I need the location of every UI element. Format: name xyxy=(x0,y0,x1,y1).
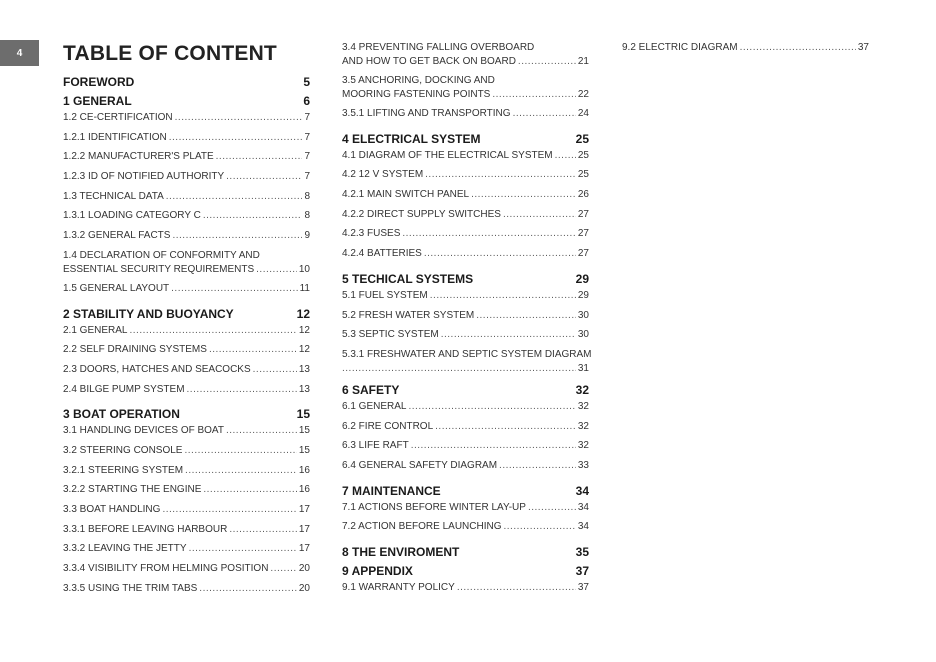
toc-entry-line2 xyxy=(342,55,589,69)
toc-entry-label: 5.1 FUEL SYSTEM xyxy=(342,289,428,301)
toc-entry-label: 6.4 GENERAL SAFETY DIAGRAM xyxy=(342,459,498,471)
toc-entry[interactable] xyxy=(63,582,310,602)
toc-section-page: 5 xyxy=(303,75,310,89)
toc-section-heading[interactable] xyxy=(63,305,310,324)
toc-entry[interactable] xyxy=(63,363,310,383)
toc-entry-page: 37 xyxy=(577,582,589,593)
toc-leader-dots xyxy=(424,247,576,261)
toc-entry-page: 7 xyxy=(304,171,310,183)
toc-entry-line2 xyxy=(63,263,310,277)
toc-entry[interactable] xyxy=(63,209,310,229)
toc-leader-dots xyxy=(216,150,303,164)
toc-entry-page: 32 xyxy=(577,400,589,412)
toc-entry-label: 4.2.4 BATTERIES xyxy=(342,248,422,260)
toc-entry[interactable] xyxy=(342,520,589,540)
toc-leader-dots xyxy=(435,420,576,434)
toc-section-label: 9 APPENDIX xyxy=(342,564,413,578)
toc-entry[interactable] xyxy=(63,249,310,277)
toc-section-page: 25 xyxy=(575,131,589,146)
toc-entry-label: 2.4 BILGE PUMP SYSTEM xyxy=(63,383,185,395)
toc-entry-label: 3.2.1 STEERING SYSTEM xyxy=(63,464,184,476)
toc-entry-page: 10 xyxy=(298,263,310,275)
toc-leader-dots xyxy=(555,149,576,163)
toc-entry[interactable] xyxy=(63,542,310,562)
toc-entry[interactable] xyxy=(63,282,310,302)
toc-entry-page: 27 xyxy=(577,248,589,260)
toc-entry-label: 3.3.2 LEAVING THE JETTY xyxy=(63,543,187,555)
toc-entry-page: 27 xyxy=(577,228,589,240)
toc-entry-label-line1: 3.5 ANCHORING, DOCKING AND xyxy=(342,75,495,86)
toc-leader-dots xyxy=(441,328,576,342)
toc-entry-label: 1.5 GENERAL LAYOUT xyxy=(63,282,170,294)
toc-section-label: 3 BOAT OPERATION xyxy=(63,407,180,422)
toc-entry-label: 3.5.1 LIFTING AND TRANSPORTING xyxy=(342,108,511,119)
toc-section-page: 29 xyxy=(575,271,589,286)
toc-entry-label: 4.1 DIAGRAM OF THE ELECTRICAL SYSTEM xyxy=(342,149,553,161)
toc-entry[interactable] xyxy=(342,41,589,69)
toc-section-label: 5 TECHICAL SYSTEMS xyxy=(342,271,474,286)
toc-leader-dots xyxy=(471,188,576,202)
toc-leader-dots xyxy=(492,88,576,102)
toc-entry-page: 15 xyxy=(298,444,310,456)
toc-entry-label: 3.3.4 VISIBILITY FROM HELMING POSITION xyxy=(63,563,269,575)
toc-column-2 xyxy=(342,41,601,601)
toc-entry-page: 30 xyxy=(577,329,589,341)
toc-section-heading[interactable] xyxy=(63,92,310,111)
toc-leader-dots xyxy=(411,439,576,453)
toc-leader-dots xyxy=(499,459,576,473)
toc-entry-label: 5.2 FRESH WATER SYSTEM xyxy=(342,309,475,321)
toc-leader-dots xyxy=(253,363,297,377)
toc-leader-dots xyxy=(172,229,302,243)
toc-entry-page: 12 xyxy=(298,324,310,336)
toc-entry-label: 3.3.1 BEFORE LEAVING HARBOUR xyxy=(63,523,228,535)
toc-entry-label: 1.2.1 IDENTIFICATION xyxy=(63,131,167,143)
toc-entry-page: 22 xyxy=(577,89,589,100)
toc-entry-label: 3.2 STEERING CONSOLE xyxy=(63,444,183,456)
toc-leader-dots xyxy=(528,501,576,515)
toc-entry-label-line2: ESSENTIAL SECURITY REQUIREMENTS xyxy=(63,263,255,275)
toc-entry-page: 17 xyxy=(298,523,310,535)
toc-entry-page: 20 xyxy=(298,563,310,575)
toc-entry-page: 15 xyxy=(298,425,310,437)
toc-entry[interactable] xyxy=(342,149,589,169)
toc-entry-page: 27 xyxy=(577,208,589,220)
toc-entry[interactable] xyxy=(63,424,310,444)
toc-entry-page: 11 xyxy=(299,282,310,294)
toc-entry-page: 21 xyxy=(577,56,589,67)
toc-column-1 xyxy=(63,73,310,601)
toc-entry[interactable] xyxy=(63,503,310,523)
toc-entry-label-line2: AND HOW TO GET BACK ON BOARD xyxy=(342,56,516,67)
toc-entry-page: 32 xyxy=(577,420,589,432)
toc-entry[interactable] xyxy=(63,562,310,582)
toc-leader-dots xyxy=(203,209,303,223)
toc-section-page: 32 xyxy=(575,382,589,397)
toc-leader-dots xyxy=(187,383,297,397)
toc-entry-label: 3.3 BOAT HANDLING xyxy=(63,504,161,515)
toc-section-heading[interactable] xyxy=(342,543,589,562)
toc-entry-label: 1.3.2 GENERAL FACTS xyxy=(63,230,171,242)
toc-entry-label: 5.3.1 FRESHWATER AND SEPTIC SYSTEM DIAGRAM xyxy=(342,348,592,360)
toc-entry[interactable] xyxy=(342,289,589,309)
toc-entry[interactable] xyxy=(342,247,589,267)
toc-entry-page: 13 xyxy=(298,363,310,375)
toc-entry[interactable] xyxy=(342,208,589,228)
toc-leader-dots xyxy=(185,464,297,478)
toc-entry[interactable] xyxy=(342,188,589,208)
toc-entry-page: 26 xyxy=(577,189,589,201)
toc-entry-label: 1.3.1 LOADING CATEGORY C xyxy=(63,210,201,222)
toc-entry-label-line2: MOORING FASTENING POINTS xyxy=(342,89,491,100)
toc-entry-page: 16 xyxy=(298,484,310,496)
toc-entry[interactable] xyxy=(63,111,310,131)
toc-entry-label: 3.3.5 USING THE TRIM TABS xyxy=(63,582,198,594)
toc-leader-dots xyxy=(189,542,297,556)
toc-entry-label: 1.2 CE-CERTIFICATION xyxy=(63,112,173,123)
toc-entry[interactable] xyxy=(342,420,589,440)
toc-section-label: 6 SAFETY xyxy=(342,382,400,397)
toc-entry-page: 17 xyxy=(298,504,310,515)
toc-entry[interactable] xyxy=(342,74,589,102)
toc-leader-dots xyxy=(162,503,296,517)
toc-entry[interactable] xyxy=(63,190,310,210)
page-number-tab xyxy=(0,40,39,66)
toc-entry-page: 30 xyxy=(577,309,589,321)
toc-section-page: 35 xyxy=(575,545,589,559)
toc-leader-dots xyxy=(503,520,575,534)
toc-leader-dots xyxy=(209,343,297,357)
toc-section-heading[interactable] xyxy=(342,482,589,501)
toc-entry-page: 8 xyxy=(304,190,310,202)
toc-leader-dots xyxy=(175,111,303,125)
toc-entry-page: 7 xyxy=(304,151,310,163)
toc-section-label: 4 ELECTRICAL SYSTEM xyxy=(342,131,481,146)
toc-leader-dots xyxy=(430,289,576,303)
toc-leader-dots xyxy=(270,562,296,576)
toc-entry-label: 2.2 SELF DRAINING SYSTEMS xyxy=(63,344,207,356)
toc-entry-page: 13 xyxy=(298,383,310,395)
toc-entry[interactable] xyxy=(63,483,310,503)
toc-entry-label: 4.2 12 V SYSTEM xyxy=(342,169,424,181)
toc-entry[interactable] xyxy=(63,383,310,403)
toc-leader-dots xyxy=(229,523,297,537)
toc-entry-line2 xyxy=(342,88,589,102)
toc-section-page: 37 xyxy=(575,564,589,578)
toc-leader-dots xyxy=(402,227,576,241)
toc-entry-label: 9.1 WARRANTY POLICY xyxy=(342,582,455,593)
toc-section-page: 12 xyxy=(296,306,310,321)
toc-entry-label: 7.2 ACTION BEFORE LAUNCHING xyxy=(342,521,502,533)
toc-entry[interactable] xyxy=(63,150,310,170)
toc-entry[interactable] xyxy=(63,444,310,464)
toc-entry-page: 34 xyxy=(577,521,589,533)
toc-section-heading[interactable] xyxy=(63,405,310,424)
toc-entry[interactable] xyxy=(342,227,589,247)
toc-entry[interactable] xyxy=(63,523,310,543)
toc-entry-page: 32 xyxy=(577,440,589,452)
toc-entry-page: 16 xyxy=(298,464,310,476)
toc-leader-dots xyxy=(226,170,302,184)
toc-entry-label: 4.2.3 FUSES xyxy=(342,228,401,240)
toc-section-heading[interactable] xyxy=(63,73,310,92)
toc-entry[interactable] xyxy=(342,107,589,127)
toc-entry-label: 7.1 ACTIONS BEFORE WINTER LAY-UP xyxy=(342,501,526,513)
toc-entry[interactable] xyxy=(342,439,589,459)
toc-entry-label-line1: 3.4 PREVENTING FALLING OVERBOARD xyxy=(342,42,535,53)
toc-entry-label: 2.1 GENERAL xyxy=(63,324,128,336)
toc-entry-label: 6.2 FIRE CONTROL xyxy=(342,420,434,432)
toc-section-label: 2 STABILITY AND BUOYANCY xyxy=(63,306,234,321)
toc-section-heading[interactable] xyxy=(342,381,589,400)
toc-leader-dots xyxy=(169,131,303,145)
toc-entry-label: 9.2 ELECTRIC DIAGRAM xyxy=(622,42,738,53)
toc-leader-dots xyxy=(503,208,576,222)
page-title: TABLE OF CONTENT xyxy=(63,42,277,65)
toc-entry-label: 4.2.1 MAIN SWITCH PANEL xyxy=(342,189,470,201)
toc-entry[interactable] xyxy=(342,400,589,420)
toc-entry-page: 12 xyxy=(298,344,310,356)
toc-entry-label: 1.2.2 MANUFACTURER'S PLATE xyxy=(63,151,214,163)
toc-entry[interactable] xyxy=(342,459,589,479)
toc-entry-page: 25 xyxy=(577,149,589,161)
toc-entry-page: 33 xyxy=(577,459,589,471)
toc-section-page: 6 xyxy=(303,94,310,108)
toc-section-page: 34 xyxy=(575,483,589,498)
toc-leader-dots xyxy=(408,400,575,414)
toc-entry-page: 25 xyxy=(577,169,589,181)
toc-entry-label: 1.2.3 ID OF NOTIFIED AUTHORITY xyxy=(63,171,225,183)
toc-entry-label: 3.2.2 STARTING THE ENGINE xyxy=(63,484,202,496)
toc-entry[interactable] xyxy=(342,348,592,376)
toc-leader-dots xyxy=(256,263,297,277)
toc-leader-dots xyxy=(342,362,576,376)
toc-entry-page: 34 xyxy=(577,501,589,513)
toc-section-label: FOREWORD xyxy=(63,75,135,89)
toc-entry-page: 24 xyxy=(577,108,589,119)
toc-entry-label: 3.1 HANDLING DEVICES OF BOAT xyxy=(63,425,224,437)
page-number: 4 xyxy=(16,47,23,59)
toc-entry-page: 9 xyxy=(304,230,310,242)
toc-entry-page: 31 xyxy=(577,362,589,374)
toc-entry-line2 xyxy=(342,362,589,376)
toc-entry-page: 17 xyxy=(298,543,310,555)
toc-leader-dots xyxy=(203,483,297,497)
toc-leader-dots xyxy=(129,324,296,338)
toc-column-3 xyxy=(622,41,869,61)
toc-entry[interactable] xyxy=(63,229,310,249)
toc-leader-dots xyxy=(171,282,297,296)
toc-entry[interactable] xyxy=(342,309,589,329)
toc-entry[interactable] xyxy=(63,324,310,344)
toc-section-heading[interactable] xyxy=(342,130,589,149)
toc-entry-page: 20 xyxy=(298,582,310,594)
toc-leader-dots xyxy=(740,41,856,55)
toc-entry[interactable] xyxy=(63,170,310,190)
toc-entry[interactable] xyxy=(622,41,869,61)
toc-leader-dots xyxy=(425,168,576,182)
toc-entry-label: 6.3 LIFE RAFT xyxy=(342,440,409,452)
toc-entry[interactable] xyxy=(342,581,589,601)
toc-entry-label: 1.3 TECHNICAL DATA xyxy=(63,190,164,202)
toc-leader-dots xyxy=(457,581,576,595)
toc-leader-dots xyxy=(184,444,296,458)
toc-section-heading[interactable] xyxy=(342,270,589,289)
toc-section-label: 8 THE ENVIROMENT xyxy=(342,545,460,559)
toc-entry-label: 6.1 GENERAL xyxy=(342,400,407,412)
toc-entry[interactable] xyxy=(63,464,310,484)
toc-leader-dots xyxy=(513,107,576,121)
toc-section-label: 1 GENERAL xyxy=(63,94,132,108)
toc-entry-label: 4.2.2 DIRECT SUPPLY SWITCHES xyxy=(342,208,501,220)
toc-entry-label: 5.3 SEPTIC SYSTEM xyxy=(342,329,439,341)
toc-entry-label-line1: 1.4 DECLARATION OF CONFORMITY AND xyxy=(63,249,260,261)
toc-entry[interactable] xyxy=(63,343,310,363)
toc-entry[interactable] xyxy=(342,501,589,521)
toc-leader-dots xyxy=(199,582,297,596)
toc-entry-page: 7 xyxy=(304,131,310,143)
toc-entry-page: 7 xyxy=(304,112,310,123)
toc-entry[interactable] xyxy=(342,328,589,348)
toc-leader-dots xyxy=(476,309,576,323)
toc-entry[interactable] xyxy=(342,168,589,188)
toc-entry-label: 2.3 DOORS, HATCHES AND SEACOCKS xyxy=(63,363,251,375)
toc-section-label: 7 MAINTENANCE xyxy=(342,483,441,498)
toc-entry-page: 37 xyxy=(857,42,869,53)
toc-section-page: 15 xyxy=(296,407,310,422)
toc-entry-page: 29 xyxy=(577,289,589,301)
toc-leader-dots xyxy=(518,55,576,69)
toc-leader-dots xyxy=(226,424,297,438)
toc-section-heading[interactable] xyxy=(342,562,589,581)
toc-leader-dots xyxy=(166,190,303,204)
toc-entry-page: 8 xyxy=(304,210,310,222)
toc-entry[interactable] xyxy=(63,131,310,151)
